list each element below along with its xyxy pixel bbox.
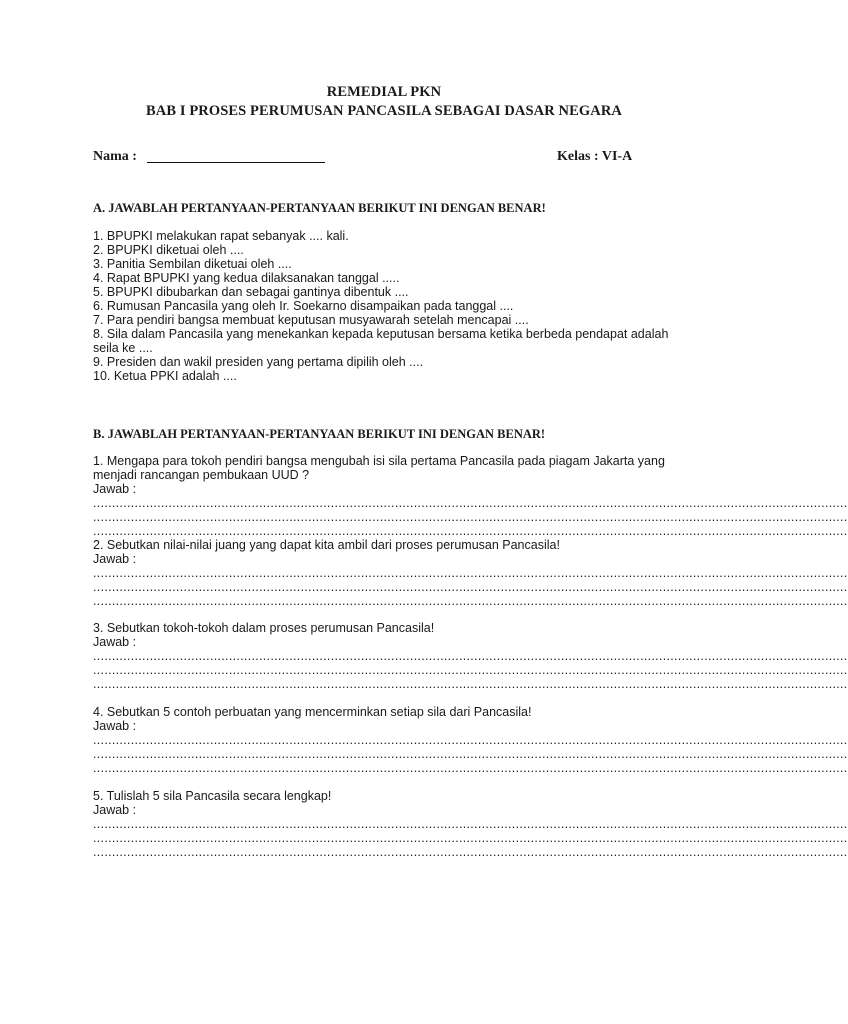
list-item: 3. Panitia Sembilan diketuai oleh .... bbox=[93, 257, 292, 271]
answer-dotted-line[interactable]: ........................................................................................................................................................................................................ bbox=[93, 845, 848, 859]
question-text: 1. Mengapa para tokoh pendiri bangsa mengubah isi sila pertama Pancasila pada piagam Jakarta yang menjadi rancangan pembukaan UUD ? bbox=[93, 454, 665, 482]
answer-label: Jawab : bbox=[93, 635, 137, 649]
section-b-question-4 bbox=[93, 705, 848, 775]
list-item: 10. Ketua PPKI adalah .... bbox=[93, 369, 237, 383]
answer-dotted-line[interactable]: ........................................................................................................................................................................................................ bbox=[93, 831, 848, 845]
answer-label: Jawab : bbox=[93, 552, 137, 566]
answer-dotted-line[interactable]: ........................................................................................................................................................................................................ bbox=[93, 580, 848, 594]
section-a-heading: A. JAWABLAH PERTANYAAN-PERTANYAAN BERIKUT INI DENGAN BENAR! bbox=[93, 201, 546, 215]
answer-dotted-line[interactable]: ........................................................................................................................................................................................................ bbox=[93, 566, 848, 580]
answer-dotted-line[interactable]: ........................................................................................................................................................................................................ bbox=[93, 496, 848, 510]
answer-dotted-line[interactable]: ........................................................................................................................................................................................................ bbox=[93, 817, 848, 831]
answer-label: Jawab : bbox=[93, 719, 137, 733]
section-b-question-2 bbox=[93, 538, 848, 608]
section-b-question-1 bbox=[93, 454, 848, 538]
section-b-heading: B. JAWABLAH PERTANYAAN-PERTANYAAN BERIKUT INI DENGAN BENAR! bbox=[93, 427, 546, 441]
list-item: 7. Para pendiri bangsa membuat keputusan musyawarah setelah mencapai .... bbox=[93, 313, 529, 327]
answer-dotted-line[interactable]: ........................................................................................................................................................................................................ bbox=[93, 510, 848, 524]
answer-dotted-line[interactable]: ........................................................................................................................................................................................................ bbox=[93, 594, 848, 608]
page-subtitle: BAB I PROSES PERUMUSAN PANCASILA SEBAGAI DASAR NEGARA bbox=[146, 103, 622, 119]
question-text: 3. Sebutkan tokoh-tokoh dalam proses perumusan Pancasila! bbox=[93, 621, 435, 635]
answer-dotted-line[interactable]: ........................................................................................................................................................................................................ bbox=[93, 663, 848, 677]
answer-dotted-line[interactable]: ........................................................................................................................................................................................................ bbox=[93, 733, 848, 747]
list-item: 2. BPUPKI diketuai oleh .... bbox=[93, 243, 244, 257]
answer-dotted-line[interactable]: ........................................................................................................................................................................................................ bbox=[93, 524, 848, 538]
list-item: 4. Rapat BPUPKI yang kedua dilaksanakan tanggal ..... bbox=[93, 271, 400, 285]
section-a-question-list bbox=[93, 229, 683, 383]
list-item: 9. Presiden dan wakil presiden yang pertama dipilih oleh .... bbox=[93, 355, 424, 369]
page-title: REMEDIAL PKN bbox=[326, 84, 442, 100]
list-item: 5. BPUPKI dibubarkan dan sebagai gantinya dibentuk .... bbox=[93, 285, 409, 299]
question-text: 4. Sebutkan 5 contoh perbuatan yang mencerminkan setiap sila dari Pancasila! bbox=[93, 705, 532, 719]
answer-dotted-line[interactable]: ........................................................................................................................................................................................................ bbox=[93, 677, 848, 691]
answer-dotted-line[interactable]: ........................................................................................................................................................................................................ bbox=[93, 649, 848, 663]
list-item: 1. BPUPKI melakukan rapat sebanyak .... kali. bbox=[93, 229, 349, 243]
question-text: 2. Sebutkan nilai-nilai juang yang dapat kita ambil dari proses perumusan Pancasila! bbox=[93, 538, 560, 552]
answer-dotted-line[interactable]: ........................................................................................................................................................................................................ bbox=[93, 747, 848, 761]
section-b-question-5 bbox=[93, 789, 848, 859]
list-item: 6. Rumusan Pancasila yang oleh Ir. Soekarno disampaikan pada tanggal .... bbox=[93, 299, 514, 313]
name-label: Nama : bbox=[93, 149, 137, 164]
question-text: 5. Tulislah 5 sila Pancasila secara lengkap! bbox=[93, 789, 332, 803]
section-b-question-3 bbox=[93, 621, 848, 691]
answer-label: Jawab : bbox=[93, 482, 137, 496]
answer-label: Jawab : bbox=[93, 803, 137, 817]
name-blank-line bbox=[147, 162, 325, 163]
answer-dotted-line[interactable]: ........................................................................................................................................................................................................ bbox=[93, 761, 848, 775]
class-label: Kelas : VI-A bbox=[557, 149, 633, 164]
list-item: 8. Sila dalam Pancasila yang menekankan kepada keputusan bersama ketika berbeda pendapat adalah seila ke .... bbox=[93, 327, 669, 355]
